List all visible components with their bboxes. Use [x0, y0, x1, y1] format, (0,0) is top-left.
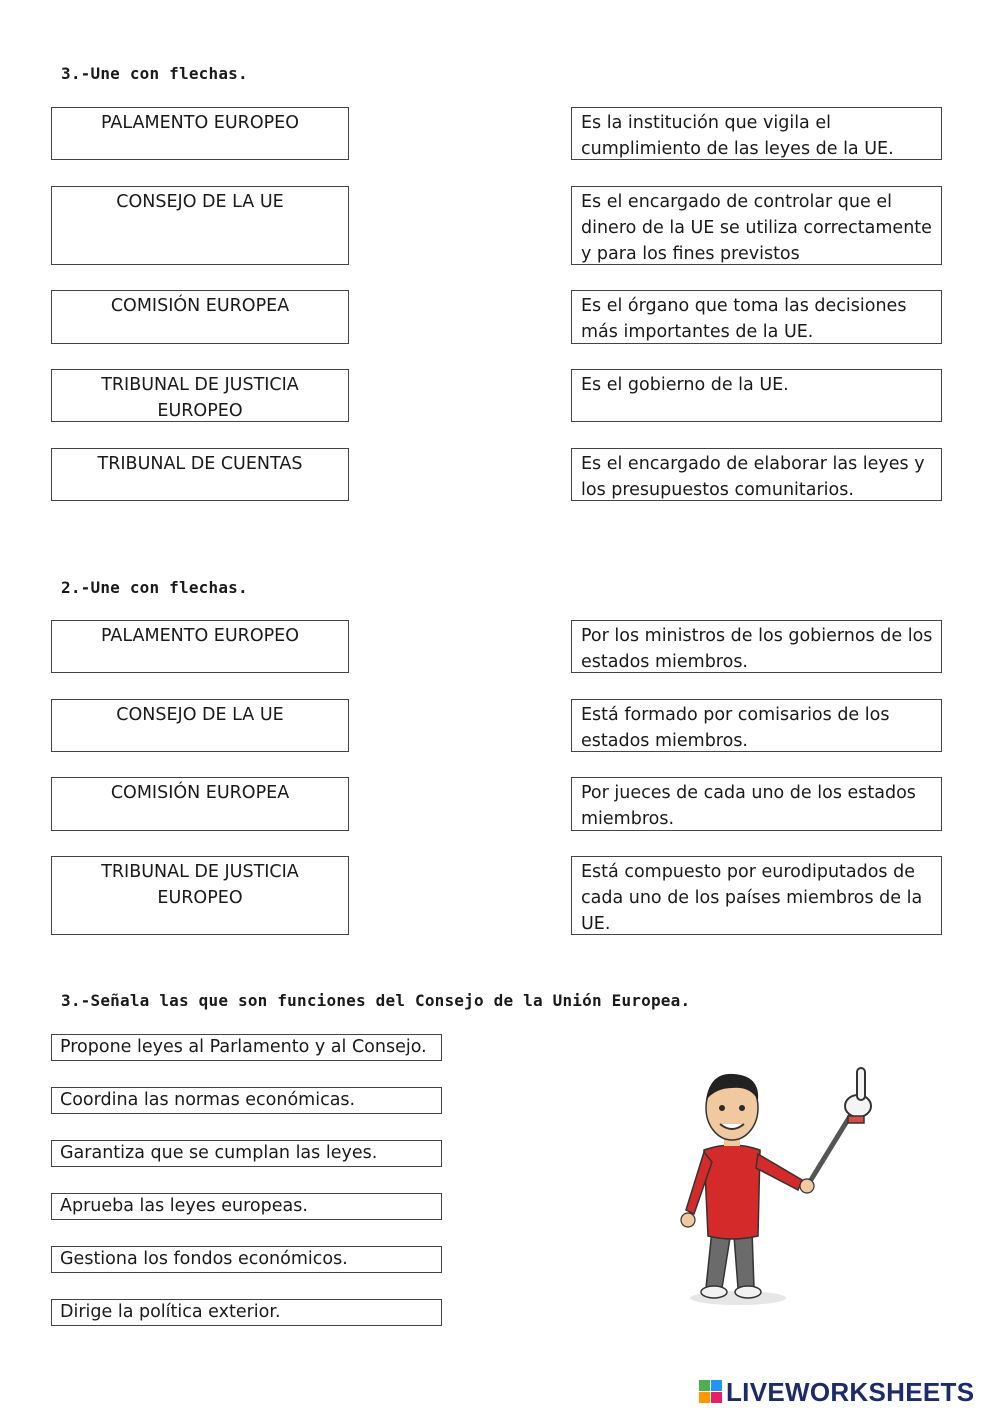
s1-left-item[interactable]: COMISIÓN EUROPEA: [51, 290, 349, 344]
teacher-pointing-icon: [660, 1060, 890, 1310]
s1-right-item[interactable]: Es el encargado de elaborar las leyes y los presupuestos comunitarios.: [571, 448, 942, 501]
s2-right-item[interactable]: Por jueces de cada uno de los estados miembros.: [571, 777, 942, 831]
brand-name: LIVEWORKSHEETS: [726, 1377, 975, 1407]
s3-option[interactable]: Dirige la política exterior.: [51, 1299, 442, 1326]
s1-left-item[interactable]: CONSEJO DE LA UE: [51, 186, 349, 265]
s1-right-item[interactable]: Es la institución que vigila el cumplimiento de las leyes de la UE.: [571, 107, 942, 160]
brand-footer: [698, 1377, 994, 1407]
s1-left-item[interactable]: TRIBUNAL DE JUSTICIA EUROPEO: [51, 369, 349, 422]
s1-right-item[interactable]: Es el gobierno de la UE.: [571, 369, 942, 422]
s1-right-item[interactable]: Es el órgano que toma las decisiones más importantes de la UE.: [571, 290, 942, 344]
s3-option[interactable]: Gestiona los fondos económicos.: [51, 1246, 442, 1273]
s1-left-item[interactable]: PALAMENTO EUROPEO: [51, 107, 349, 160]
s3-option[interactable]: Aprueba las leyes europeas.: [51, 1193, 442, 1220]
s2-left-item[interactable]: PALAMENTO EUROPEO: [51, 620, 349, 673]
s2-right-item[interactable]: Está compuesto por eurodiputados de cada uno de los países miembros de la UE.: [571, 856, 942, 935]
s2-right-item[interactable]: Está formado por comisarios de los estados miembros.: [571, 699, 942, 752]
s3-option[interactable]: Coordina las normas económicas.: [51, 1087, 442, 1114]
s1-right-item[interactable]: Es el encargado de controlar que el dinero de la UE se utiliza correctamente y para los fines previstos: [571, 186, 942, 265]
section3-heading: 3.-Señala las que son funciones del Consejo de la Unión Europea.: [61, 991, 691, 1010]
s2-right-item[interactable]: Por los ministros de los gobiernos de los estados miembros.: [571, 620, 942, 673]
s2-left-item[interactable]: COMISIÓN EUROPEA: [51, 777, 349, 831]
s3-option[interactable]: Propone leyes al Parlamento y al Consejo.: [51, 1034, 442, 1061]
s1-left-item[interactable]: TRIBUNAL DE CUENTAS: [51, 448, 349, 501]
s2-left-item[interactable]: CONSEJO DE LA UE: [51, 699, 349, 752]
section2-heading: 2.-Une con flechas.: [61, 578, 248, 597]
liveworksheets-logo-icon: [698, 1378, 724, 1406]
s2-left-item[interactable]: TRIBUNAL DE JUSTICIA EUROPEO: [51, 856, 349, 935]
section1-heading: 3.-Une con flechas.: [61, 64, 248, 83]
s3-option[interactable]: Garantiza que se cumplan las leyes.: [51, 1140, 442, 1167]
